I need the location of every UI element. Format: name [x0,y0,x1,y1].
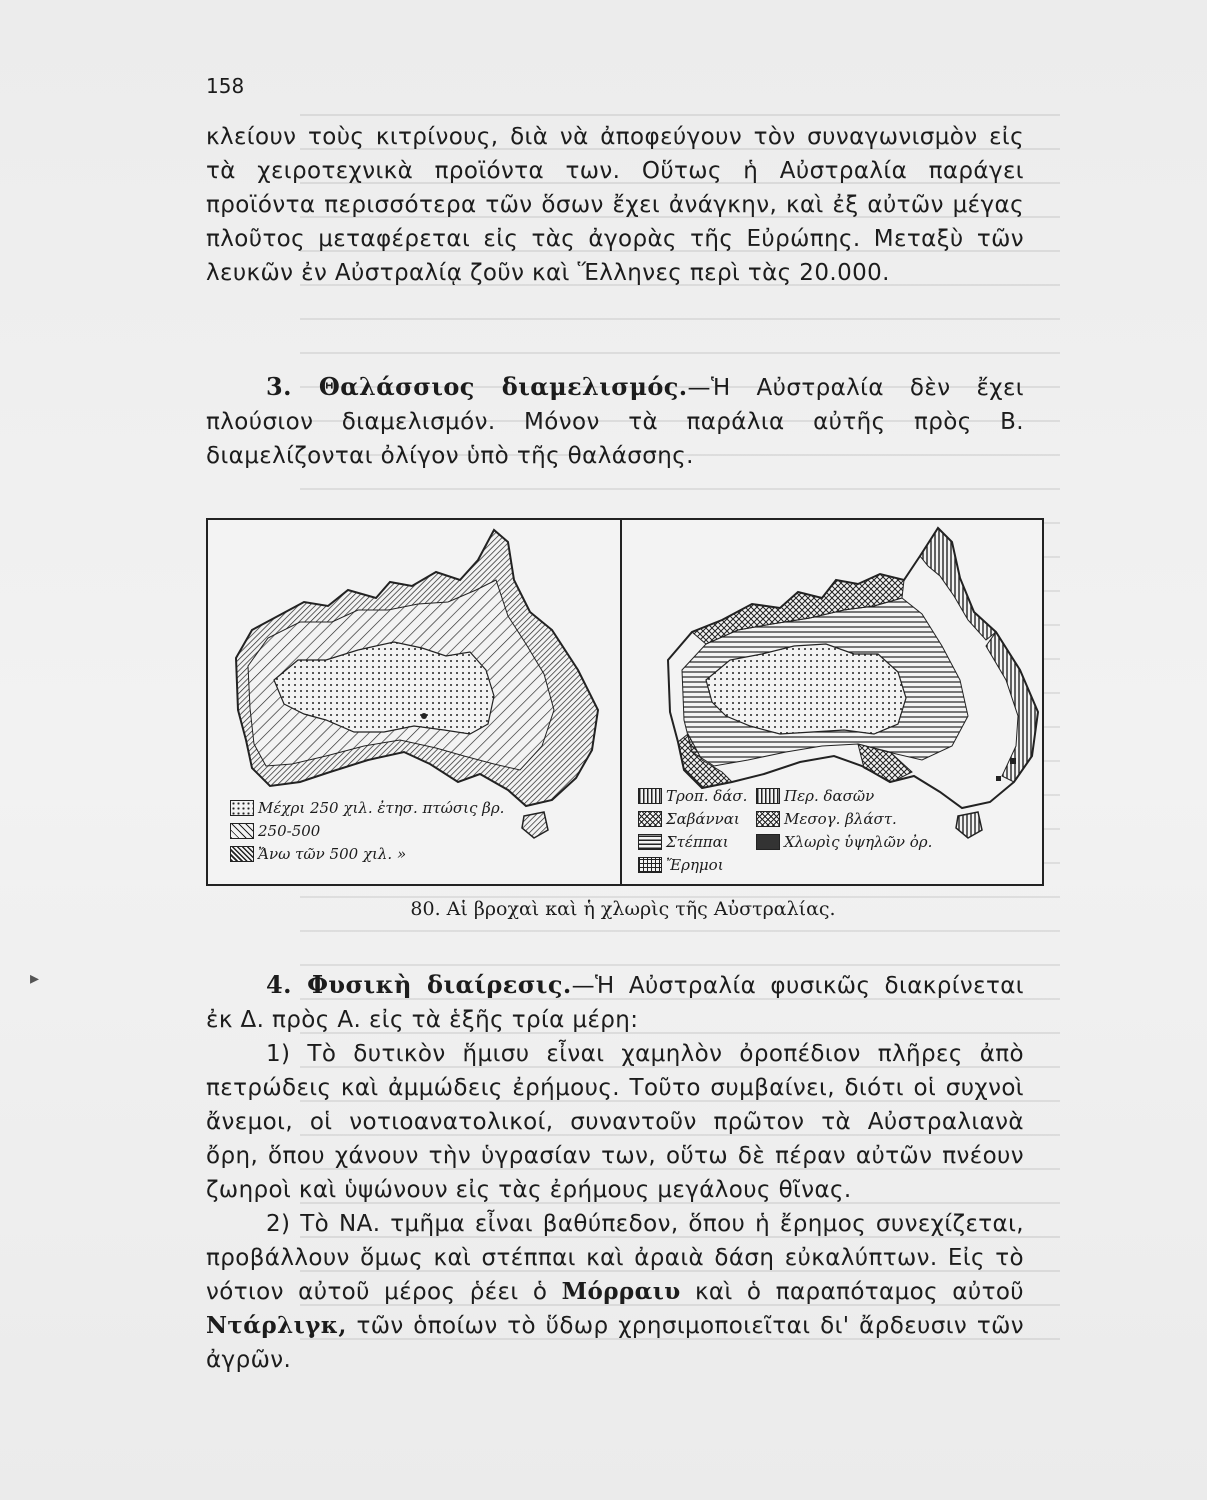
legend-swatch-vertical [756,788,780,804]
legend-swatch-black [756,834,780,850]
legend-item [756,807,932,830]
item-2-text-c: τῶν ὁποίων τὸ ὕδωρ χρησιμοποιεῖται δι' ἄρδευσιν τῶν ἀγρῶν. [206,1313,1024,1373]
river-murray: Μόρραιυ [561,1278,681,1305]
legend-label: Περ. δασῶν [784,786,875,805]
vegetation-legend-col1 [638,784,747,876]
margin-mark: ▸ [30,968,40,989]
vegetation-map-tasmania [956,812,982,838]
legend-item [638,853,747,876]
legend-swatch-cross [638,811,662,827]
legend-label: 250-500 [258,821,321,840]
rainfall-map-tasmania [522,812,548,838]
section-3-heading: 3. Θαλάσσιος διαμελισμός. [266,372,688,401]
section-3-text: —Ἡ Αὐστραλία δὲν ἔχει πλούσιον διαμελισμόν. Μόνον τὰ παράλια αὐτῆς πρὸς Β. διαμελίζονται ὀλίγον ὑπὸ τῆς θαλάσσης. [206,375,1024,469]
rainfall-map-city-marker [421,713,427,719]
paragraph-australia-economy [206,120,1024,290]
vegetation-legend-col2 [756,784,932,853]
legend-item [230,842,504,865]
legend-label: Ἄνω τῶν 500 χιλ. » [258,844,407,863]
legend-swatch-dense-hatch [230,846,254,862]
legend-swatch-cross [756,811,780,827]
section-4-heading: 4. Φυσικὴ διαίρεσις. [266,970,572,999]
legend-label: Μέχρι 250 χιλ. ἐτησ. πτώσις βρ. [258,798,505,817]
river-darling: Ντάρλιγκ, [206,1312,347,1339]
legend-label: Τροπ. δάσ. [666,786,748,805]
legend-label: Χλωρὶς ὑψηλῶν ὀρ. [784,832,933,851]
legend-item [230,796,504,819]
legend-item [638,830,747,853]
item-2-text-b: καὶ ὁ παραπόταμος αὐτοῦ [694,1279,1025,1305]
legend-label: Μεσογ. βλάστ. [784,809,897,828]
page-number: 158 [206,74,245,98]
figure-caption: 80. Αἱ βροχαὶ καὶ ἡ χλωρὶς τῆς Αὐστραλίας. [410,898,836,920]
legend-label: Στέππαι [666,832,729,851]
legend-swatch-vertical [638,788,662,804]
legend-item [638,807,747,830]
legend-label: Ἔρημοι [666,855,724,874]
section-3-paragraph [206,370,1024,473]
legend-swatch-dots [230,800,254,816]
section-4-intro [206,968,1024,1037]
legend-item [756,830,932,853]
vegetation-map-highland-1 [1010,758,1016,764]
legend-item [756,784,932,807]
section-4-intro-text: —Ἡ Αὐστραλία φυσικῶς διακρίνεται ἐκ Δ. πρὸς Α. εἰς τὰ ἑξῆς τρία μέρη: [206,973,1024,1033]
section-4-item-2 [206,1207,1024,1377]
legend-swatch-horizontal [638,834,662,850]
section-4-item-1: 1) Τὸ δυτικὸν ἥμισυ εἶναι χαμηλὸν ὀροπέδιον πλῆρες ἀπὸ πετρώδεις καὶ ἀμμώδεις ἐρήμους. Τοῦτο συμβαίνει, διότι οἱ συχνοὶ ἄνεμοι, οἱ νοτιοανατολικοί, συναντοῦν πρῶτον τὰ Αὐστραλιανὰ ὄρη, ὅπου χάνουν τὴν ὑγρασίαν των, οὕτω δὲ πέραν αὐτῶν πνέουν ζωηροὶ καὶ ὑψώνουν εἰς τὰς ἐρήμους μεγάλους θῖνας. [206,1041,1024,1203]
paragraph-1-text: κλείουν τοὺς κιτρίνους, διὰ νὰ ἀποφεύγουν τὸν συναγωνισμὸν εἰς τὰ χειροτεχνικὰ προϊόντα των. Οὕτως ἡ Αὐστραλία παράγει προϊόντα περισσότερα τῶν ὅσων ἔχει ἀνάγκην, καὶ ἐξ αὐτῶν μέγας πλοῦτος μεταφέρεται εἰς τὰς ἀγορὰς τῆς Εὐρώπης. Μεταξὺ τῶν λευκῶν ἐν Αὐστραλίᾳ ζοῦν καὶ Ἕλληνες περὶ τὰς 20.000. [206,124,1024,286]
rainfall-legend [230,796,504,865]
section-4 [206,968,1024,1377]
legend-label: Σαβάνναι [666,809,740,828]
rainfall-map [236,530,598,838]
legend-item [230,819,504,842]
legend-item [638,784,747,807]
item-2-text-a: 2) Τὸ ΝΑ. τμῆμα εἶναι βαθύπεδον, ὅπου ἡ ἔρημος συνεχίζεται, προβάλλουν ὅμως καὶ στέππαι καὶ ἀραιὰ δάση εὐκαλύπτων. Εἰς τὸ νότιον αὐτοῦ μέρος ῥέει ὁ [206,1211,1024,1305]
section-3 [206,370,1024,473]
vegetation-map-highland-2 [996,776,1001,781]
legend-swatch-hatch [230,823,254,839]
legend-swatch-grid [638,857,662,873]
figure-rainfall-vegetation-maps [206,518,1044,886]
